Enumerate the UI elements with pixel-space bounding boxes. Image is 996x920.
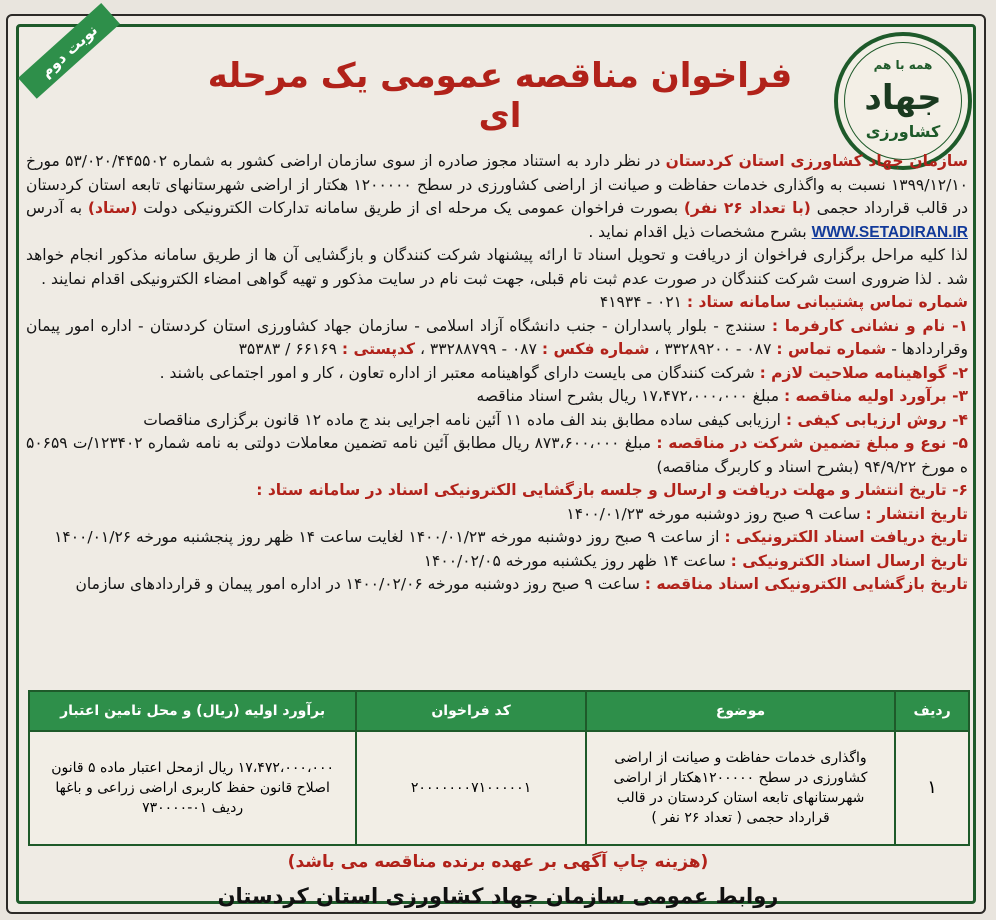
intro-text-1: در نظر دارد به استناد مجوز صادره از سوی سازمان اراضی کشور به شماره ۵۳/۰۲۰/۴۴۵۵۰۲ مورخ ۱۳۹۹/۱۲/۱۰ نسبت به واگذاری خدمات حفاظت و صیانت از اراضی کشاورزی در سطح ۱۲۰۰۰۰۰ هکتار از اراضی شهرستانهای تابعه استان کردستان در قالب قرارداد حجمی — [26, 152, 968, 217]
tender-table — [28, 690, 970, 846]
table-header-row — [29, 691, 969, 731]
postal-value: ۶۶۱۶۹ / ۳۵۳۸۳ — [238, 340, 342, 358]
item-5-label: ۵- نوع و مبلغ تضمین شرکت در مناقصه : — [656, 434, 968, 452]
org-name: سازمان جهاد کشاورزی استان کردستان — [665, 152, 968, 170]
send-value: ساعت ۱۴ ظهر روز یکشنبه مورخه ۱۴۰۰/۰۲/۰۵ — [423, 551, 731, 570]
opening-value: ساعت ۹ صبح روز دوشنبه مورخه ۱۴۰۰/۰۲/۰۶ در اداره امور پیمان و قراردادهای سازمان — [75, 575, 645, 593]
header-estimate: برآورد اولیه (ریال) و محل تامین اعتبار — [29, 691, 356, 731]
cell-call-code: ۲۰۰۰۰۰۰۰۷۱۰۰۰۰۰۱ — [356, 731, 586, 845]
publish-label: تاریخ انتشار : — [865, 504, 968, 523]
support-line — [26, 291, 968, 315]
date-opening — [26, 573, 968, 597]
phone-value: ۰۸۷ - ۳۳۲۸۹۲۰۰ ، — [649, 340, 777, 358]
item-estimate — [26, 385, 968, 409]
item-3-text: مبلغ ۱۷،۴۷۲،۰۰۰،۰۰۰ ریال بشرح اسناد مناقصه — [476, 387, 784, 405]
public-relations-footer: روابط عمومی سازمان جهاد کشاورزی استان کردستان — [217, 884, 779, 908]
cell-estimate: ۱۷،۴۷۲،۰۰۰،۰۰۰ ریال ازمحل اعتبار ماده ۵ قانون اصلاح قانون حفظ کاربری اراضی زراعی و باغها ردیف ۰۱-۷۳۰۰۰۰ — [29, 731, 356, 845]
logo-main-text: جهاد — [864, 78, 942, 118]
support-phone: ۰۲۱ - ۴۱۹۳۴ — [599, 293, 687, 311]
item-evaluation — [26, 409, 968, 433]
fax-value: ۰۸۷ - ۳۳۲۸۸۷۹۹ ، — [415, 340, 542, 358]
receive-value: از ساعت ۹ صبح روز دوشنبه مورخه ۱۴۰۰/۰۱/۲۳ لغایت ساعت ۱۴ ظهر روز پنجشنبه مورخه ۱۴۰۰/۰۱/۲۶ — [54, 528, 725, 546]
receive-label: تاریخ دریافت اسناد الکترونیکی : — [724, 528, 968, 546]
page-title: فراخوان مناقصه عمومی یک مرحله ای — [207, 56, 793, 136]
staff-count: (با تعداد ۲۶ نفر) — [683, 199, 811, 217]
item-employer — [26, 315, 968, 362]
procedure-paragraph: لذا کلیه مراحل برگزاری فراخوان از دریافت و تحویل اسناد تا ارائه پیشنهاد شرکت کنندگان و بازگشایی آن ها از طریق سامانه مذکور انجام خواهد شد . لذا ضروری است شرکت کنندگان در صورت عدم ثبت نام قبلی، جهت ثبت نام در سایت مذکور و تهیه گواهی امضاء الکترونیکی اقدام نمایند . — [26, 246, 968, 288]
item-1-label: ۱- نام و نشانی کارفرما : — [771, 316, 968, 335]
publish-value: ساعت ۹ صبح روز دوشنبه مورخه ۱۴۰۰/۰۱/۲۳ — [566, 504, 866, 523]
intro-text-4: بشرح مشخصات ذیل اقدام نماید . — [588, 222, 812, 241]
phone-label: شماره تماس : — [776, 340, 887, 358]
item-certificate — [26, 362, 968, 386]
intro-paragraph — [26, 150, 968, 244]
intro-text-3: به آدرس — [26, 199, 88, 217]
send-label: تاریخ ارسال اسناد الکترونیکی : — [730, 551, 968, 570]
item-guarantee — [26, 432, 968, 479]
item-3-label: ۳- برآورد اولیه مناقصه : — [783, 387, 968, 405]
item-4-text: ارزیابی کیفی ساده مطابق بند الف ماده ۱۱ آئین نامه اجرایی بند ج ماده ۱۲ قانون برگزاری مناقصات — [143, 410, 786, 429]
table-row — [29, 731, 969, 845]
support-label: شماره تماس پشتیبانی سامانه ستاد : — [686, 293, 968, 311]
setad-label: (ستاد) — [87, 199, 138, 217]
item-schedule — [26, 479, 968, 503]
intro-text-2: بصورت فراخوان عمومی یک مرحله ای از طریق سامانه تدارکات الکترونیکی دولت — [137, 199, 684, 217]
item-4-label: ۴- روش ارزیابی کیفی : — [785, 410, 968, 429]
date-receive — [26, 526, 968, 550]
corner-ribbon: نوبت دوم — [18, 3, 120, 99]
print-cost-note: (هزینه چاپ آگهی بر عهده برنده مناقصه می باشد) — [287, 852, 709, 872]
header-call-code: کد فراخوان — [356, 691, 586, 731]
header-row-number: ردیف — [895, 691, 969, 731]
item-1-text: سنندج - بلوار پاسداران - جنب دانشگاه آزاد اسلامی - سازمان جهاد کشاورزی استان کردستان - اداره امور پیمان وقراردادها - — [26, 316, 968, 358]
header-subject: موضوع — [586, 691, 895, 731]
item-5-text: مبلغ ۸۷۳،۶۰۰،۰۰۰ ریال مطابق آئین نامه تضمین معاملات دولتی به نامه شماره ۱۲۳۴۰۲/ت ۵۰۶۵۹ ه مورخ ۹۴/۹/۲۲ (بشرح اسناد و کاربرگ مناقصه) — [26, 434, 968, 476]
date-send — [26, 550, 968, 574]
logo-top-text: همه با هم — [873, 58, 933, 72]
postal-label: کدپستی : — [341, 340, 416, 358]
cell-subject: واگذاری خدمات حفاظت و صیانت از اراضی کشاورزی در سطح ۱۲۰۰۰۰۰هکتار از اراضی شهرستانهای تابعه استان کردستان در قالب قرارداد حجمی ( تعداد ۲۶ نفر ) — [586, 731, 895, 845]
logo-bottom-text: کشاورزی — [865, 122, 941, 141]
cell-row-number: ۱ — [895, 731, 969, 845]
setad-website-link[interactable]: WWW.SETADIRAN.IR — [811, 223, 968, 241]
opening-label: تاریخ بازگشایی الکترونیکی اسناد مناقصه : — [644, 575, 968, 593]
ad-body — [26, 150, 968, 597]
item-2-text: شرکت کنندگان می بایست دارای گواهینامه معتبر از اداره تعاون ، کار و امور اجتماعی باشند . — [159, 363, 760, 382]
item-6-label: ۶- تاریخ انتشار و مهلت دریافت و ارسال و جلسه بازگشایی الکترونیکی اسناد در سامانه ستاد : — [256, 481, 968, 499]
item-2-label: ۲- گواهینامه صلاحیت لازم : — [759, 363, 968, 382]
fax-label: شماره فکس : — [541, 340, 650, 358]
date-publish — [26, 503, 968, 527]
